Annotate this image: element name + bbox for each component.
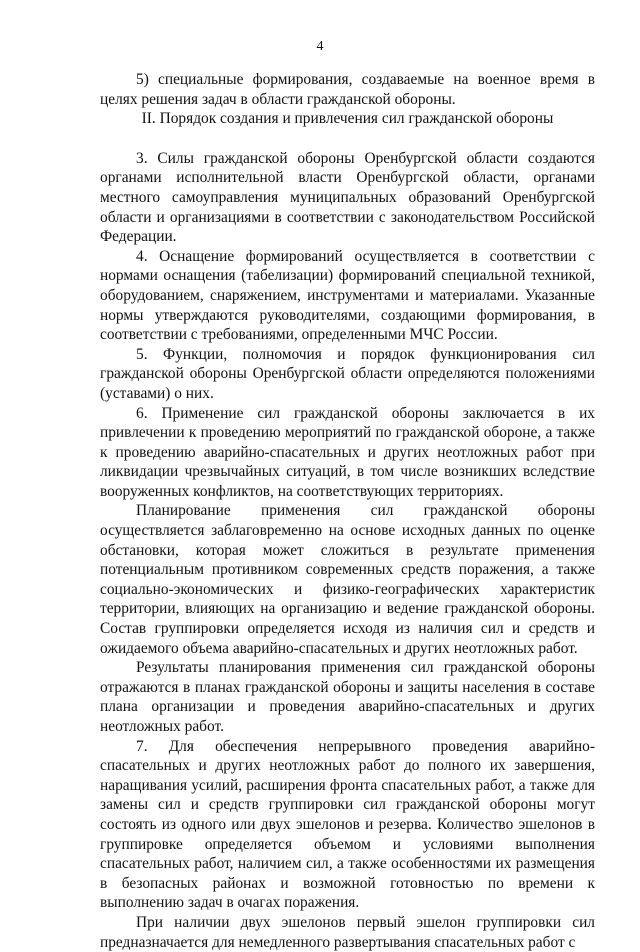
paragraph-3: 3. Силы гражданской обороны Оренбургской области создаются органами исполнительной власти Оренбургской области, органами местного самоуправления муниципальных образований Оренбургской области и организациями в соответствии с законодательством Российской Федерации. bbox=[100, 149, 595, 246]
paragraph-results: Результаты планирования применения сил гражданской обороны отражаются в планах гражданской обороны и защиты населения в составе плана организации и проведения аварийно-спасательных и других неотложных работ. bbox=[100, 659, 595, 735]
page-number: 4 bbox=[316, 39, 324, 54]
document-body bbox=[100, 70, 595, 952]
paragraph-7: 7. Для обеспечения непрерывного проведения аварийно-спасательных и других неотложных работ до полного их завершения, наращивания усилий, расширения фронта спасательных работ, а также для замены сил и средств группировки сил гражданской обороны могут состоять из одного или двух эшелонов и резерва. Количество эшелонов в группировке определяется объемом и условиями выполнения спасательных работ, наличием сил, а также особенностями их размещения в безопасных районах и возможной готовностью по времени к выполнению задач в очагах поражения. bbox=[100, 737, 595, 912]
paragraph-item-5: 5) специальные формирования, создаваемые на военное время в целях решения задач в области гражданской обороны. bbox=[100, 71, 595, 108]
paragraph-planning: Планирование применения сил гражданской обороны осуществляется заблаговременно на основе исходных данных по оценке обстановки, которая может сложиться в результате применения потенциальным противником современных средств поражения, а также социально-экономических и физико-географических характеристик территории, влияющих на организацию и ведение гражданской обороны. Состав группировки определяется исходя из наличия сил и средств и ожидаемого объема аварийно-спасательных и других неотложных работ. bbox=[100, 502, 595, 657]
paragraph-6: 6. Применение сил гражданской обороны заключается в их привлечении к проведению мероприятий по гражданской обороне, а также к проведению аварийно-спасательных и других неотложных работ при ликвидации чрезвычайных ситуаций, в том числе возникших вследствие вооруженных конфликтов, на соответствующих территориях. bbox=[100, 404, 595, 500]
paragraph-4: 4. Оснащение формирований осуществляется в соответствии с нормами оснащения (табелизации) формирований специальной техникой, оборудованием, снаряжением, инструментами и материалами. Указанные нормы утверждаются руководителями, создающими формирования, в соответствии с требованиями, определенными МЧС России. bbox=[100, 247, 595, 344]
paragraph-5: 5. Функции, полномочия и порядок функционирования сил гражданской обороны Оренбургской области определяются положениями (уставами) о них. bbox=[100, 345, 595, 402]
section-heading: II. Порядок создания и привлечения сил гражданской обороны bbox=[141, 110, 554, 128]
paragraph-two-echelons: При наличии двух эшелонов первый эшелон группировки сил предназначается для немедленного развертывания спасательных работ с bbox=[100, 913, 595, 951]
